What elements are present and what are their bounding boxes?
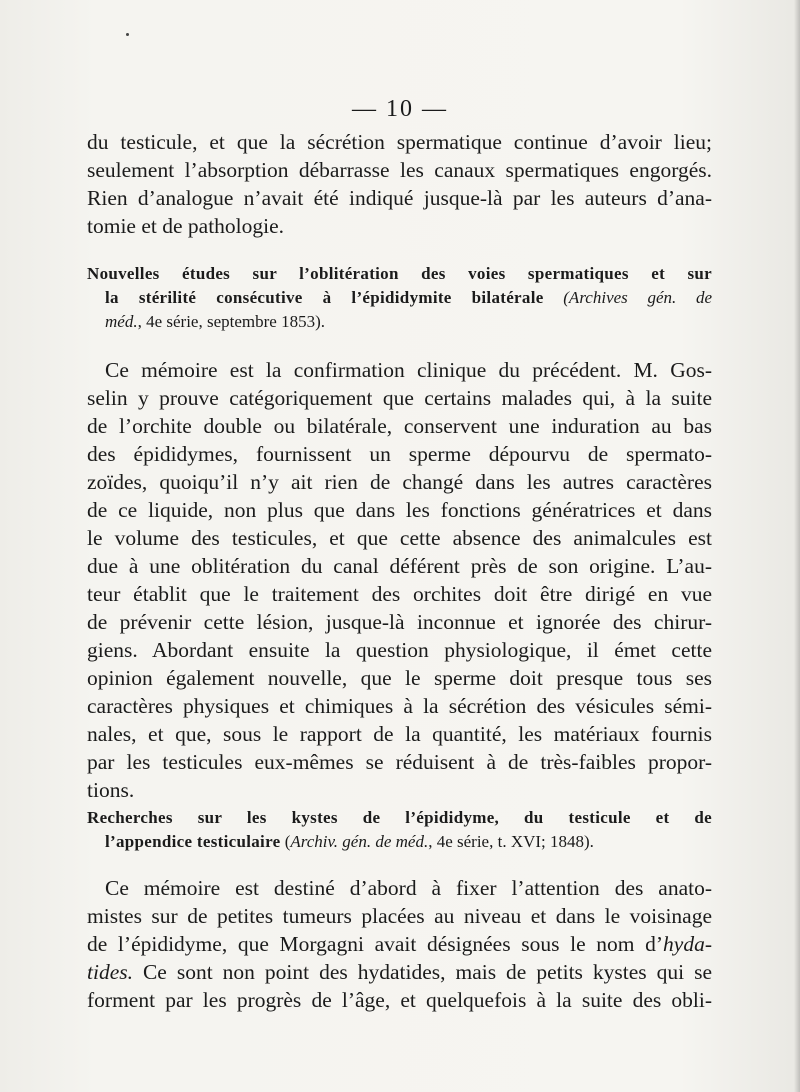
text-line: caractères physiques et chimiques à la sécrétion des vésicules sémi- (87, 694, 712, 718)
body-paragraph-1 (87, 356, 712, 804)
text-line: seulement l’absorption débarrasse les canaux spermatiques engorgés. (87, 158, 712, 182)
text-line: selin y prouve catégoriquement que certains malades qui, à la suite (87, 386, 712, 410)
text-line: tions. (87, 778, 135, 802)
page-number: — 10 — (352, 96, 448, 122)
text-line: Rien d’analogue n’avait été indiqué jusque-là par les auteurs d’ana- (87, 186, 712, 210)
heading-title-bold: l’appendice testiculaire (105, 832, 281, 851)
heading-reference-italic: Archiv. gén. de méd. (290, 832, 429, 851)
text-line (87, 958, 712, 986)
section-heading-2 (87, 806, 712, 854)
text-run-italic: hyda- (663, 932, 712, 956)
text-line: par les testicules eux-mêmes se réduisent à de très-faibles propor- (87, 750, 712, 774)
heading-reference-line (87, 310, 712, 334)
heading-reference-italic: méd. (105, 312, 138, 331)
heading-title-line: Recherches sur les kystes de l’épididyme, du testicule et de (87, 808, 712, 827)
text-line: Ce mémoire est destiné d’abord à fixer l’attention des anato- (105, 876, 712, 900)
text-line: tomie et de pathologie. (87, 214, 285, 238)
text-line: opinion également nouvelle, que le sperme doit presque tous ses (87, 666, 712, 690)
text-line: due à une oblitération du canal déférent près de son origine. L’au- (87, 554, 712, 578)
heading-title-line: l’appendice testiculaire (Archiv. gén. de méd., 4e série, t. XVI; 1848). (105, 832, 594, 851)
heading-title-line: Nouvelles études sur l’oblitération des voies spermatiques et sur (87, 264, 712, 283)
text-line (87, 930, 712, 958)
heading-reference-rest: , 4e série, septembre 1853). (137, 312, 325, 331)
text-run: Ce sont non point des hydatides, mais de petits kystes qui se (132, 960, 712, 984)
text-line: nales, et que, sous le rapport de la quantité, les matériaux fournis (87, 722, 712, 746)
print-speck (126, 33, 129, 36)
heading-title-line (87, 286, 712, 310)
body-paragraph-2 (87, 874, 712, 1014)
text-line: Ce mémoire est la confirmation clinique du précédent. M. Gos- (105, 358, 712, 382)
intro-paragraph (87, 128, 712, 240)
text-run: de l’épididyme, que Morgagni avait désignées sous le nom d’ (87, 932, 664, 956)
text-line: du testicule, et que la sécrétion spermatique continue d’avoir lieu; (87, 130, 712, 154)
heading-title-bold: la stérilité consécutive à l’épididymite bilatérale (105, 288, 544, 307)
text-run-italic: tides. (87, 960, 133, 984)
text-line: le volume des testicules, et que cette absence des animalcules est (87, 526, 712, 550)
heading-reference: (Archives gén. de (543, 288, 712, 307)
section-heading-1 (87, 262, 712, 334)
text-line: de ce liquide, non plus que dans les fonctions génératrices et dans (87, 498, 712, 522)
text-line: mistes sur de petites tumeurs placées au niveau et dans le voisinage (87, 904, 712, 928)
heading-reference-rest: , 4e série, t. XVI; 1848). (428, 832, 594, 851)
text-line: de l’orchite double ou bilatérale, conservent une induration au bas (87, 414, 712, 438)
text-line: des épididymes, fournissent un sperme dépourvu de spermato- (87, 442, 712, 466)
text-line: giens. Abordant ensuite la question physiologique, il émet cette (87, 638, 712, 662)
text-line: forment par les progrès de l’âge, et quelquefois à la suite des obli- (87, 988, 712, 1012)
page-edge-shadow (794, 0, 800, 1092)
text-line: de prévenir cette lésion, jusque-là inconnue et ignorée des chirur- (87, 610, 712, 634)
text-line: zoïdes, quoiqu’il n’y ait rien de changé dans les autres caractères (87, 470, 712, 494)
text-line: teur établit que le traitement des orchites doit être dirigé en vue (87, 582, 712, 606)
